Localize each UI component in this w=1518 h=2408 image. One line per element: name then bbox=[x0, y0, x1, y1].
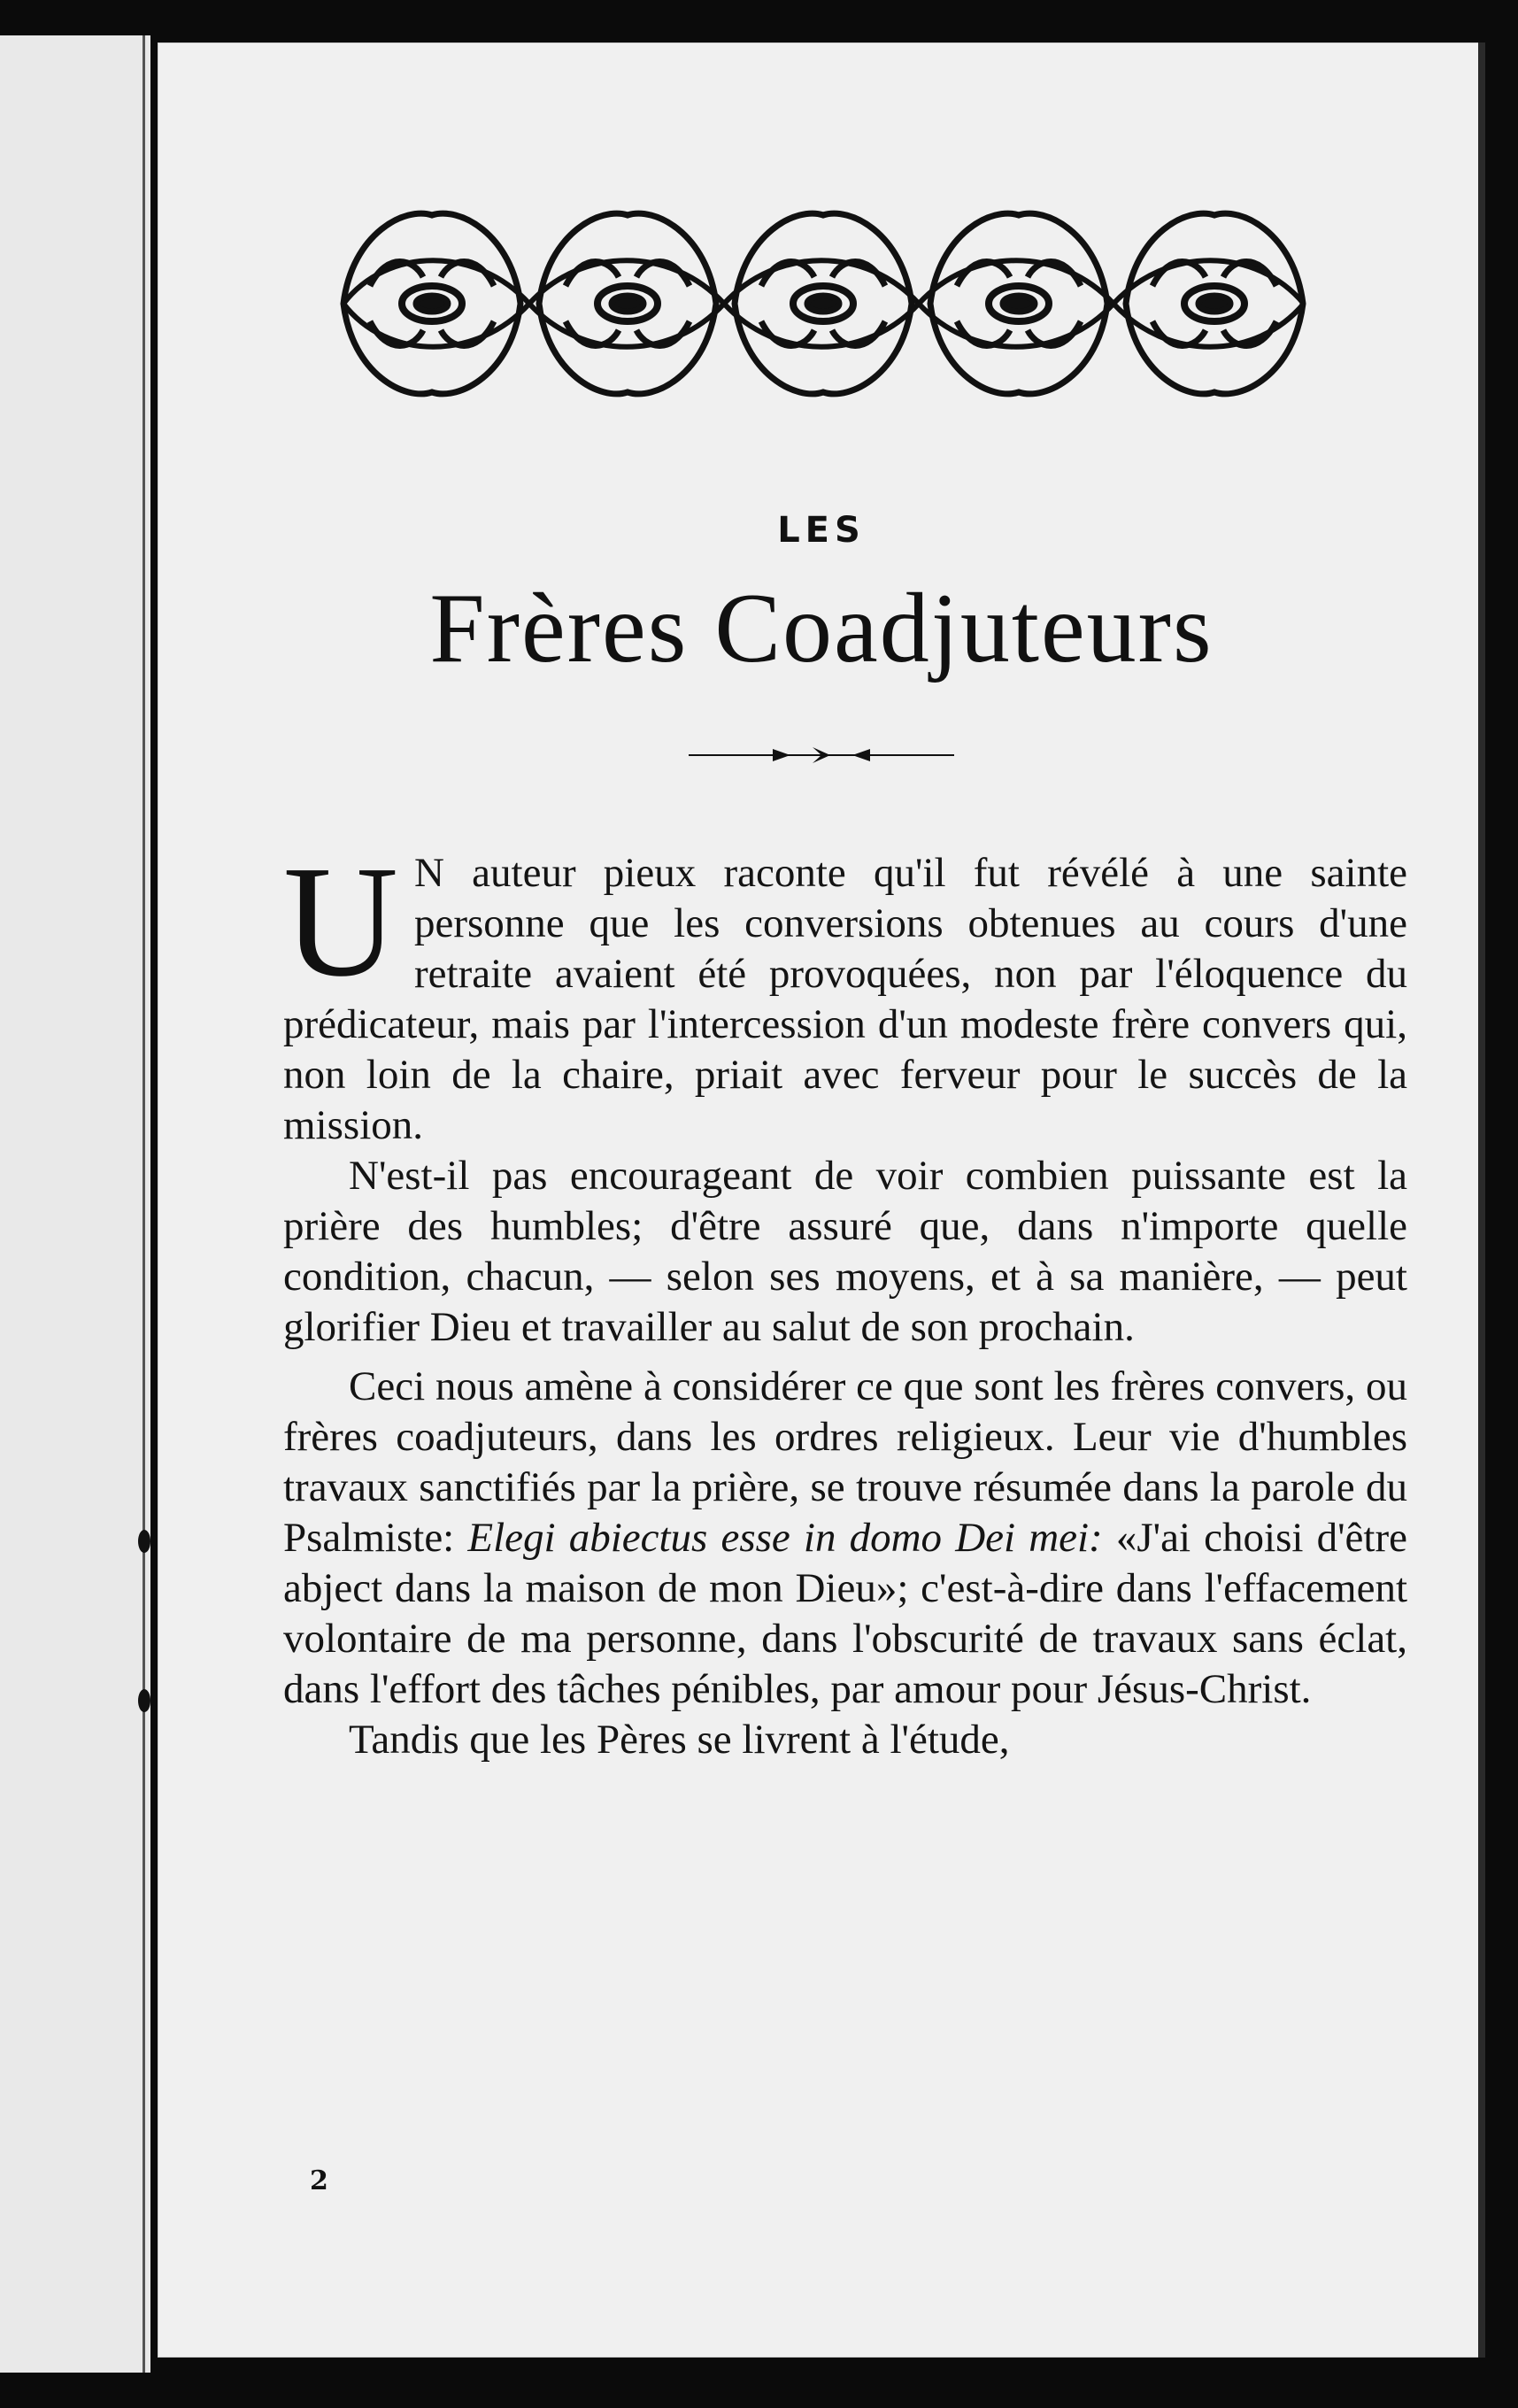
book-page bbox=[158, 42, 1485, 2358]
page-right-edge bbox=[1478, 42, 1485, 2358]
page-title: Frères Coadjuteurs bbox=[429, 574, 1214, 683]
previous-page-edge bbox=[0, 35, 150, 2373]
binding-mark bbox=[138, 1689, 150, 1712]
paragraph bbox=[283, 1362, 1407, 1715]
drop-cap: U bbox=[283, 833, 398, 1009]
paragraph bbox=[283, 1715, 1407, 1765]
page-edge-line bbox=[143, 35, 145, 2373]
paragraph-text: Ceci nous amène à considérer ce que sont les frères convers, ou frères coadjuteurs, dans les ordres religieux. Leur vie d'humbles travaux sanctifiés par la prière, se trouve résumée dans la parole du Psalmiste: bbox=[283, 1363, 1407, 1561]
paragraph bbox=[283, 833, 1407, 1151]
heading-small: LES bbox=[777, 510, 866, 551]
body-text bbox=[283, 833, 1407, 1765]
paragraph-text: Tandis que les Pères se livrent à l'étude, bbox=[349, 1717, 1010, 1763]
binding-mark bbox=[138, 1530, 150, 1553]
page-number: 2 bbox=[310, 2165, 328, 2196]
latin-quotation: Elegi abiectus esse in domo Dei mei: bbox=[467, 1515, 1103, 1561]
paragraph-text: N'est-il pas encourageant de voir combien puissante est la prière des humbles; d'être assuré que, dans n'importe quelle condition, chacun, — selon ses moyens, et à sa manière, — peut glorifier Dieu et travailler au salut de son prochain. bbox=[283, 1153, 1407, 1350]
ornamental-header-icon bbox=[335, 193, 1313, 414]
paragraph-text: «J'ai choisi d'être abject dans la maison de mon Dieu»; c'est-à-dire dans l'effacement volontaire de ma personne, dans l'obscurité de travaux sans éclat, dans l'effort des tâches pénibles, par amour pour Jésus-Christ. bbox=[283, 1515, 1407, 1712]
fleuron-separator-icon bbox=[689, 742, 954, 768]
paragraph bbox=[283, 1151, 1407, 1353]
paragraph-text: N auteur pieux raconte qu'il fut révélé à une sainte personne que les conversions obtenues au cours d'une retraite avaient été provoquées, non par l'éloquence du prédicateur, mais par l'intercession d'un modeste frère convers qui, non loin de la chaire, priait avec ferveur pour le succès de la mission. bbox=[283, 850, 1407, 1148]
